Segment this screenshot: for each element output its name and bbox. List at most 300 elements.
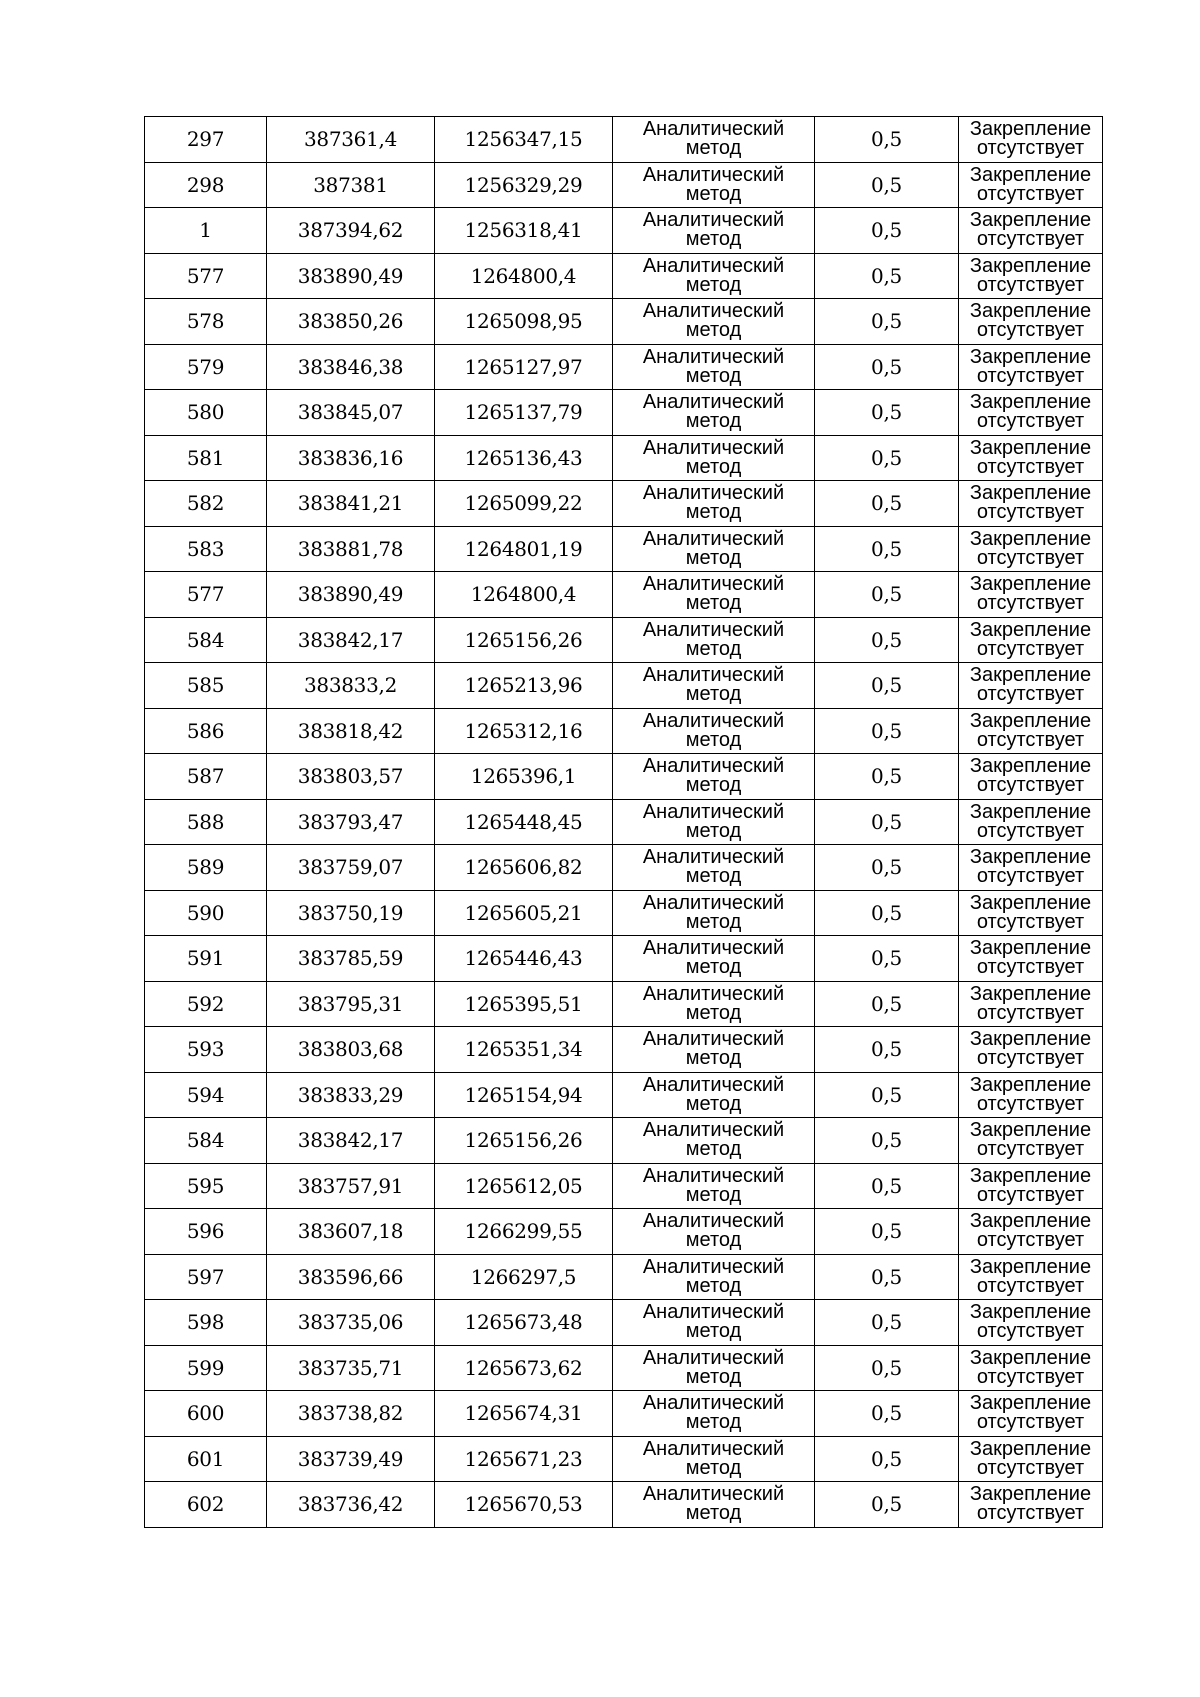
method-line-1: Аналитический: [642, 1028, 785, 1051]
table-row: [145, 708, 1103, 754]
method-line-2: метод: [685, 1092, 742, 1115]
fixation-line-1: Закрепление: [969, 1210, 1092, 1233]
fixation-cell: [959, 435, 1103, 481]
fixation-line-2: отсутствует: [976, 182, 1085, 205]
y-coordinate-cell: 1256329,29: [435, 162, 613, 208]
method-cell: [613, 1254, 815, 1300]
y-coordinate-cell: 1265213,96: [435, 663, 613, 709]
point-number-cell: 586: [145, 708, 267, 754]
y-coordinate-cell: 1265351,34: [435, 1027, 613, 1073]
point-number-cell: 595: [145, 1163, 267, 1209]
table-row: [145, 526, 1103, 572]
point-number-cell: 584: [145, 1118, 267, 1164]
method-cell: [613, 1436, 815, 1482]
fixation-cell: [959, 299, 1103, 345]
accuracy-cell: 0,5: [815, 344, 959, 390]
fixation-line-2: отсутствует: [976, 410, 1085, 433]
fixation-line-2: отсутствует: [976, 910, 1085, 933]
point-number-cell: 591: [145, 936, 267, 982]
accuracy-cell: 0,5: [815, 708, 959, 754]
method-line-2: метод: [685, 410, 742, 433]
point-number-cell: 298: [145, 162, 267, 208]
x-coordinate-cell: 383607,18: [267, 1209, 435, 1255]
x-coordinate-cell: 383845,07: [267, 390, 435, 436]
accuracy-cell: 0,5: [815, 526, 959, 572]
fixation-line-1: Закрепление: [969, 391, 1092, 414]
method-cell: [613, 663, 815, 709]
method-cell: [613, 253, 815, 299]
point-number-cell: 578: [145, 299, 267, 345]
fixation-line-1: Закрепление: [969, 209, 1092, 232]
point-number-cell: 598: [145, 1300, 267, 1346]
point-number-cell: 588: [145, 799, 267, 845]
fixation-cell: [959, 481, 1103, 527]
accuracy-cell: 0,5: [815, 981, 959, 1027]
point-number-cell: 602: [145, 1482, 267, 1528]
point-number-cell: 585: [145, 663, 267, 709]
point-number-cell: 594: [145, 1072, 267, 1118]
fixation-cell: [959, 1391, 1103, 1437]
accuracy-cell: 0,5: [815, 208, 959, 254]
accuracy-cell: 0,5: [815, 390, 959, 436]
method-cell: [613, 299, 815, 345]
fixation-line-1: Закрепление: [969, 1392, 1092, 1415]
table-row: [145, 981, 1103, 1027]
method-line-1: Аналитический: [642, 618, 785, 641]
x-coordinate-cell: 383833,2: [267, 663, 435, 709]
fixation-line-1: Закрепление: [969, 937, 1092, 960]
fixation-line-1: Закрепление: [969, 1073, 1092, 1096]
fixation-line-1: Закрепление: [969, 1437, 1092, 1460]
point-number-cell: 1: [145, 208, 267, 254]
method-line-2: метод: [685, 1411, 742, 1434]
point-number-cell: 297: [145, 117, 267, 163]
point-number-cell: 593: [145, 1027, 267, 1073]
accuracy-cell: 0,5: [815, 617, 959, 663]
x-coordinate-cell: 383738,82: [267, 1391, 435, 1437]
method-line-2: метод: [685, 182, 742, 205]
point-number-cell: 592: [145, 981, 267, 1027]
y-coordinate-cell: 1265154,94: [435, 1072, 613, 1118]
x-coordinate-cell: 383850,26: [267, 299, 435, 345]
fixation-cell: [959, 526, 1103, 572]
table-body: [145, 117, 1103, 1528]
fixation-cell: [959, 1072, 1103, 1118]
method-cell: [613, 162, 815, 208]
point-number-cell: 587: [145, 754, 267, 800]
table-row: [145, 299, 1103, 345]
method-line-2: метод: [685, 228, 742, 251]
method-line-2: метод: [685, 364, 742, 387]
method-cell: [613, 1118, 815, 1164]
method-line-1: Аналитический: [642, 118, 785, 141]
accuracy-cell: 0,5: [815, 754, 959, 800]
x-coordinate-cell: 383793,47: [267, 799, 435, 845]
accuracy-cell: 0,5: [815, 481, 959, 527]
accuracy-cell: 0,5: [815, 1300, 959, 1346]
fixation-line-1: Закрепление: [969, 118, 1092, 141]
y-coordinate-cell: 1265605,21: [435, 890, 613, 936]
x-coordinate-cell: 383757,91: [267, 1163, 435, 1209]
y-coordinate-cell: 1265396,1: [435, 754, 613, 800]
method-line-1: Аналитический: [642, 1483, 785, 1506]
method-line-2: метод: [685, 455, 742, 478]
fixation-cell: [959, 754, 1103, 800]
table-row: [145, 117, 1103, 163]
method-line-1: Аналитический: [642, 1301, 785, 1324]
fixation-line-2: отсутствует: [976, 137, 1085, 160]
method-line-1: Аналитический: [642, 482, 785, 505]
accuracy-cell: 0,5: [815, 1209, 959, 1255]
x-coordinate-cell: 383735,71: [267, 1345, 435, 1391]
fixation-line-2: отсутствует: [976, 1411, 1085, 1434]
y-coordinate-cell: 1265395,51: [435, 981, 613, 1027]
fixation-line-1: Закрепление: [969, 436, 1092, 459]
coordinates-table: [144, 116, 1103, 1528]
fixation-line-1: Закрепление: [969, 345, 1092, 368]
accuracy-cell: 0,5: [815, 299, 959, 345]
fixation-line-1: Закрепление: [969, 1028, 1092, 1051]
point-number-cell: 600: [145, 1391, 267, 1437]
fixation-line-2: отсутствует: [976, 728, 1085, 751]
fixation-line-2: отсутствует: [976, 501, 1085, 524]
x-coordinate-cell: 383596,66: [267, 1254, 435, 1300]
fixation-cell: [959, 1027, 1103, 1073]
method-line-2: метод: [685, 910, 742, 933]
fixation-line-1: Закрепление: [969, 1164, 1092, 1187]
table-row: [145, 1209, 1103, 1255]
method-line-1: Аналитический: [642, 300, 785, 323]
table-row: [145, 390, 1103, 436]
method-line-2: метод: [685, 956, 742, 979]
fixation-cell: [959, 1118, 1103, 1164]
x-coordinate-cell: 383836,16: [267, 435, 435, 481]
fixation-cell: [959, 617, 1103, 663]
accuracy-cell: 0,5: [815, 1482, 959, 1528]
fixation-line-1: Закрепление: [969, 300, 1092, 323]
method-cell: [613, 1391, 815, 1437]
fixation-line-1: Закрепление: [969, 1301, 1092, 1324]
table-row: [145, 253, 1103, 299]
x-coordinate-cell: 383842,17: [267, 617, 435, 663]
method-line-1: Аналитический: [642, 1164, 785, 1187]
fixation-cell: [959, 390, 1103, 436]
y-coordinate-cell: 1265671,23: [435, 1436, 613, 1482]
method-line-2: метод: [685, 137, 742, 160]
fixation-line-2: отсутствует: [976, 592, 1085, 615]
point-number-cell: 581: [145, 435, 267, 481]
x-coordinate-cell: 383890,49: [267, 253, 435, 299]
x-coordinate-cell: 383842,17: [267, 1118, 435, 1164]
method-cell: [613, 481, 815, 527]
x-coordinate-cell: 387394,62: [267, 208, 435, 254]
fixation-cell: [959, 162, 1103, 208]
accuracy-cell: 0,5: [815, 572, 959, 618]
fixation-line-1: Закрепление: [969, 1255, 1092, 1278]
fixation-cell: [959, 663, 1103, 709]
accuracy-cell: 0,5: [815, 845, 959, 891]
table-row: [145, 617, 1103, 663]
fixation-line-1: Закрепление: [969, 1119, 1092, 1142]
x-coordinate-cell: 383750,19: [267, 890, 435, 936]
y-coordinate-cell: 1256347,15: [435, 117, 613, 163]
table-row: [145, 890, 1103, 936]
accuracy-cell: 0,5: [815, 890, 959, 936]
accuracy-cell: 0,5: [815, 1345, 959, 1391]
accuracy-cell: 0,5: [815, 1436, 959, 1482]
fixation-line-1: Закрепление: [969, 800, 1092, 823]
point-number-cell: 577: [145, 572, 267, 618]
point-number-cell: 597: [145, 1254, 267, 1300]
method-line-1: Аналитический: [642, 664, 785, 687]
fixation-line-2: отсутствует: [976, 819, 1085, 842]
y-coordinate-cell: 1265156,26: [435, 617, 613, 663]
method-line-2: метод: [685, 319, 742, 342]
table-row: [145, 1345, 1103, 1391]
point-number-cell: 601: [145, 1436, 267, 1482]
y-coordinate-cell: 1265136,43: [435, 435, 613, 481]
method-line-1: Аналитический: [642, 800, 785, 823]
method-cell: [613, 1300, 815, 1346]
table-row: [145, 1254, 1103, 1300]
x-coordinate-cell: 383785,59: [267, 936, 435, 982]
method-cell: [613, 708, 815, 754]
y-coordinate-cell: 1265098,95: [435, 299, 613, 345]
table-row: [145, 1436, 1103, 1482]
accuracy-cell: 0,5: [815, 253, 959, 299]
method-line-2: метод: [685, 1274, 742, 1297]
table-row: [145, 572, 1103, 618]
method-line-1: Аналитический: [642, 982, 785, 1005]
method-line-1: Аналитический: [642, 1210, 785, 1233]
y-coordinate-cell: 1265448,45: [435, 799, 613, 845]
fixation-cell: [959, 1436, 1103, 1482]
method-line-2: метод: [685, 637, 742, 660]
method-cell: [613, 117, 815, 163]
table-row: [145, 1072, 1103, 1118]
method-line-1: Аналитический: [642, 1392, 785, 1415]
method-line-1: Аналитический: [642, 436, 785, 459]
x-coordinate-cell: 383795,31: [267, 981, 435, 1027]
accuracy-cell: 0,5: [815, 1072, 959, 1118]
fixation-cell: [959, 253, 1103, 299]
fixation-line-1: Закрепление: [969, 254, 1092, 277]
x-coordinate-cell: 387381: [267, 162, 435, 208]
y-coordinate-cell: 1265446,43: [435, 936, 613, 982]
fixation-line-2: отсутствует: [976, 637, 1085, 660]
method-line-2: метод: [685, 1320, 742, 1343]
method-cell: [613, 1482, 815, 1528]
fixation-line-2: отсутствует: [976, 455, 1085, 478]
y-coordinate-cell: 1265670,53: [435, 1482, 613, 1528]
method-line-2: метод: [685, 728, 742, 751]
fixation-line-2: отсутствует: [976, 774, 1085, 797]
method-line-1: Аналитический: [642, 709, 785, 732]
method-cell: [613, 390, 815, 436]
fixation-cell: [959, 981, 1103, 1027]
method-line-1: Аналитический: [642, 755, 785, 778]
point-number-cell: 599: [145, 1345, 267, 1391]
fixation-line-1: Закрепление: [969, 664, 1092, 687]
y-coordinate-cell: 1264800,4: [435, 572, 613, 618]
method-line-2: метод: [685, 1047, 742, 1070]
x-coordinate-cell: 383736,42: [267, 1482, 435, 1528]
fixation-line-1: Закрепление: [969, 482, 1092, 505]
table-row: [145, 936, 1103, 982]
point-number-cell: 577: [145, 253, 267, 299]
method-line-1: Аналитический: [642, 527, 785, 550]
method-line-2: метод: [685, 683, 742, 706]
fixation-cell: [959, 1254, 1103, 1300]
table-row: [145, 799, 1103, 845]
x-coordinate-cell: 383833,29: [267, 1072, 435, 1118]
x-coordinate-cell: 383803,57: [267, 754, 435, 800]
point-number-cell: 589: [145, 845, 267, 891]
point-number-cell: 584: [145, 617, 267, 663]
fixation-line-2: отсутствует: [976, 1365, 1085, 1388]
method-line-2: метод: [685, 1183, 742, 1206]
table-row: [145, 162, 1103, 208]
fixation-line-2: отсутствует: [976, 1274, 1085, 1297]
table-row: [145, 1163, 1103, 1209]
fixation-cell: [959, 845, 1103, 891]
method-line-2: метод: [685, 1456, 742, 1479]
fixation-cell: [959, 1482, 1103, 1528]
method-line-2: метод: [685, 273, 742, 296]
y-coordinate-cell: 1265674,31: [435, 1391, 613, 1437]
fixation-line-2: отсутствует: [976, 273, 1085, 296]
method-line-2: метод: [685, 592, 742, 615]
fixation-line-2: отсутствует: [976, 1092, 1085, 1115]
fixation-line-2: отсутствует: [976, 1320, 1085, 1343]
method-line-1: Аналитический: [642, 1346, 785, 1369]
fixation-cell: [959, 708, 1103, 754]
method-line-2: метод: [685, 501, 742, 524]
method-line-1: Аналитический: [642, 937, 785, 960]
method-cell: [613, 845, 815, 891]
fixation-line-2: отсутствует: [976, 1138, 1085, 1161]
table-row: [145, 845, 1103, 891]
x-coordinate-cell: 383881,78: [267, 526, 435, 572]
point-number-cell: 582: [145, 481, 267, 527]
method-cell: [613, 617, 815, 663]
table-row: [145, 1482, 1103, 1528]
method-line-1: Аналитический: [642, 391, 785, 414]
method-line-2: метод: [685, 546, 742, 569]
x-coordinate-cell: 387361,4: [267, 117, 435, 163]
y-coordinate-cell: 1265137,79: [435, 390, 613, 436]
fixation-line-1: Закрепление: [969, 891, 1092, 914]
fixation-line-2: отсутствует: [976, 1001, 1085, 1024]
fixation-cell: [959, 799, 1103, 845]
table-row: [145, 1118, 1103, 1164]
fixation-cell: [959, 1209, 1103, 1255]
method-line-2: метод: [685, 1001, 742, 1024]
method-line-1: Аналитический: [642, 573, 785, 596]
method-cell: [613, 1072, 815, 1118]
method-cell: [613, 526, 815, 572]
fixation-cell: [959, 936, 1103, 982]
fixation-line-2: отсутствует: [976, 1502, 1085, 1525]
fixation-line-1: Закрепление: [969, 1483, 1092, 1506]
fixation-line-1: Закрепление: [969, 755, 1092, 778]
fixation-cell: [959, 344, 1103, 390]
y-coordinate-cell: 1264801,19: [435, 526, 613, 572]
method-line-1: Аналитический: [642, 1073, 785, 1096]
table-row: [145, 208, 1103, 254]
method-cell: [613, 1209, 815, 1255]
method-cell: [613, 1027, 815, 1073]
table-row: [145, 344, 1103, 390]
accuracy-cell: 0,5: [815, 162, 959, 208]
fixation-line-2: отсутствует: [976, 1183, 1085, 1206]
fixation-line-2: отсутствует: [976, 319, 1085, 342]
fixation-line-2: отсутствует: [976, 1229, 1085, 1252]
accuracy-cell: 0,5: [815, 1254, 959, 1300]
point-number-cell: 596: [145, 1209, 267, 1255]
table-row: [145, 754, 1103, 800]
method-line-2: метод: [685, 774, 742, 797]
fixation-line-1: Закрепление: [969, 846, 1092, 869]
y-coordinate-cell: 1265127,97: [435, 344, 613, 390]
fixation-line-1: Закрепление: [969, 982, 1092, 1005]
accuracy-cell: 0,5: [815, 117, 959, 163]
table-row: [145, 1300, 1103, 1346]
x-coordinate-cell: 383759,07: [267, 845, 435, 891]
fixation-cell: [959, 890, 1103, 936]
fixation-line-1: Закрепление: [969, 163, 1092, 186]
method-line-2: метод: [685, 1138, 742, 1161]
method-line-1: Аналитический: [642, 345, 785, 368]
accuracy-cell: 0,5: [815, 663, 959, 709]
accuracy-cell: 0,5: [815, 1027, 959, 1073]
x-coordinate-cell: 383739,49: [267, 1436, 435, 1482]
fixation-cell: [959, 208, 1103, 254]
y-coordinate-cell: 1265612,05: [435, 1163, 613, 1209]
point-number-cell: 579: [145, 344, 267, 390]
method-line-1: Аналитический: [642, 1255, 785, 1278]
method-line-2: метод: [685, 819, 742, 842]
point-number-cell: 580: [145, 390, 267, 436]
table-row: [145, 481, 1103, 527]
fixation-line-2: отсутствует: [976, 546, 1085, 569]
y-coordinate-cell: 1265156,26: [435, 1118, 613, 1164]
fixation-line-2: отсутствует: [976, 865, 1085, 888]
method-cell: [613, 1163, 815, 1209]
accuracy-cell: 0,5: [815, 1391, 959, 1437]
accuracy-cell: 0,5: [815, 1163, 959, 1209]
method-cell: [613, 208, 815, 254]
fixation-line-1: Закрепление: [969, 573, 1092, 596]
x-coordinate-cell: 383841,21: [267, 481, 435, 527]
method-line-2: метод: [685, 865, 742, 888]
fixation-line-2: отсутствует: [976, 1047, 1085, 1070]
fixation-line-2: отсутствует: [976, 683, 1085, 706]
method-line-2: метод: [685, 1502, 742, 1525]
fixation-cell: [959, 572, 1103, 618]
method-line-1: Аналитический: [642, 254, 785, 277]
method-cell: [613, 936, 815, 982]
fixation-cell: [959, 1345, 1103, 1391]
y-coordinate-cell: 1265606,82: [435, 845, 613, 891]
y-coordinate-cell: 1266297,5: [435, 1254, 613, 1300]
method-line-1: Аналитический: [642, 1119, 785, 1142]
fixation-line-1: Закрепление: [969, 709, 1092, 732]
fixation-line-1: Закрепление: [969, 1346, 1092, 1369]
fixation-line-1: Закрепление: [969, 618, 1092, 641]
point-number-cell: 590: [145, 890, 267, 936]
y-coordinate-cell: 1265312,16: [435, 708, 613, 754]
